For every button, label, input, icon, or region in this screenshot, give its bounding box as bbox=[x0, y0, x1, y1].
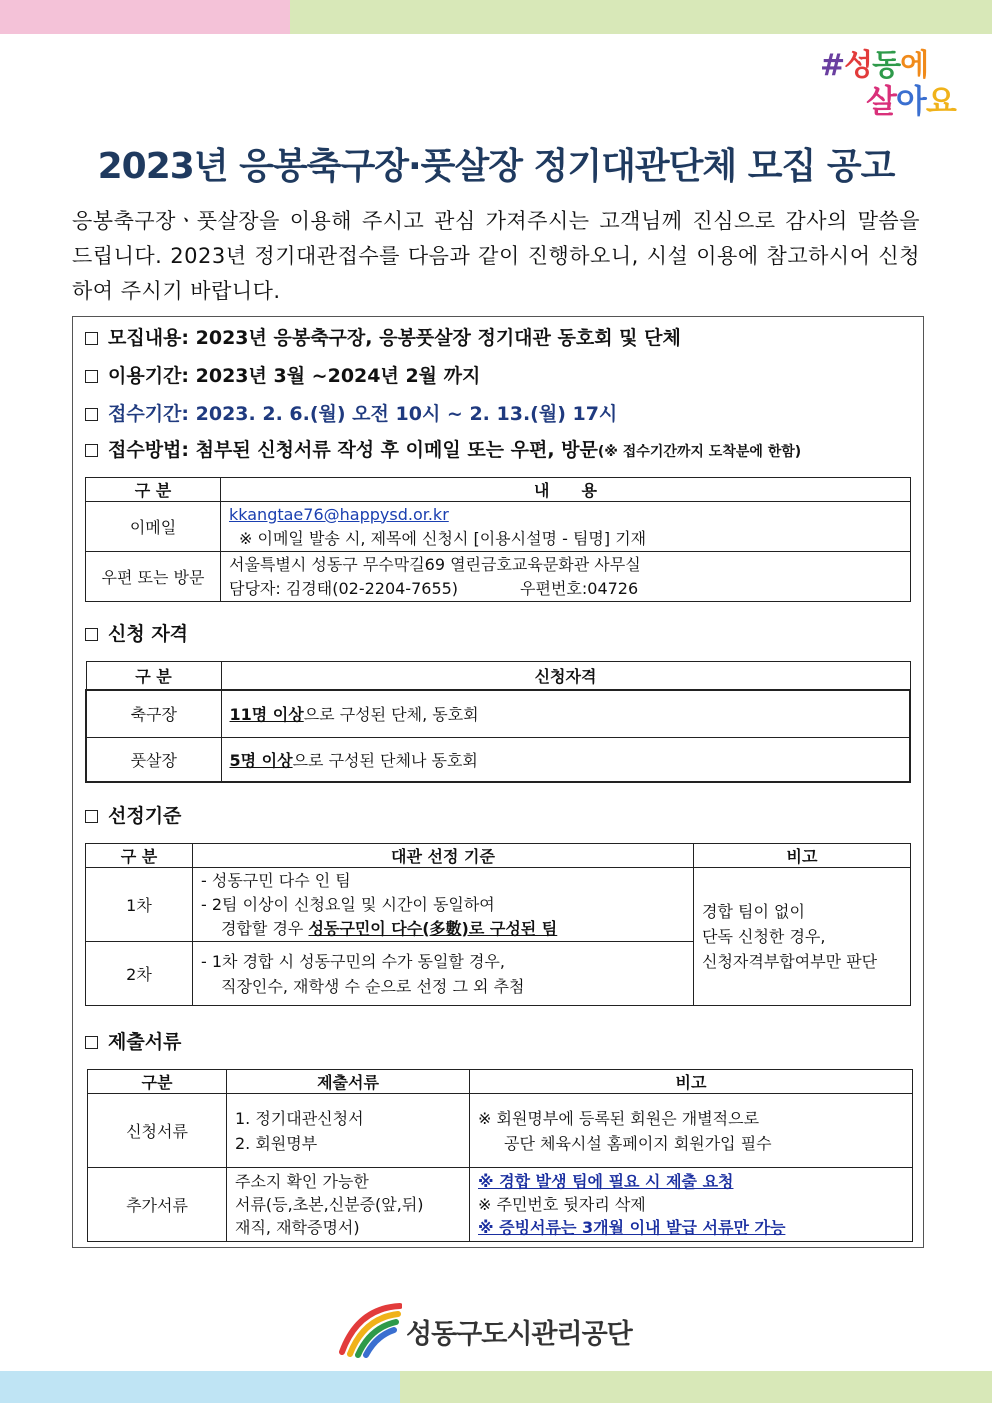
intro-paragraph: 응봉축구장ㆍ풋살장을 이용해 주시고 관심 가져주시는 고객님께 진심으로 감사의 말씀을 드립니다. 2023년 정기대관접수를 다음과 같이 진행하오니, 시설 이용에 참고하시어 신청하여 주시기 바랍니다. bbox=[72, 209, 920, 303]
method-table bbox=[85, 477, 911, 602]
document-note: ※ 회원명부에 등록된 회원은 개별적으로 bbox=[478, 1108, 760, 1128]
documents-header: 비고 bbox=[470, 1070, 913, 1094]
documents-header: 구분 bbox=[88, 1070, 227, 1094]
criteria-heading-text: 선정기준 bbox=[108, 805, 182, 827]
table-row bbox=[88, 1168, 913, 1242]
eligibility-emph: 11명 이상 bbox=[229, 705, 304, 725]
documents-heading-text: 제출서류 bbox=[108, 1031, 182, 1053]
criteria-emph: 성동구민이 다수(多數)로 구성된 팀 bbox=[308, 918, 558, 938]
table-row bbox=[86, 738, 910, 782]
visit-postcode: 우편번호:04726 bbox=[520, 578, 639, 598]
period-row bbox=[85, 361, 480, 388]
document-note: ※ 주민번호 뒷자리 삭제 bbox=[478, 1195, 646, 1214]
table-row bbox=[86, 690, 910, 738]
documents-heading bbox=[85, 1027, 181, 1054]
rainbow-logo-icon bbox=[338, 1300, 402, 1358]
visit-address: 서울특별시 성동구 무수막길69 열린금호교육문화관 사무실 bbox=[229, 554, 641, 574]
document-item: 주소지 확인 가능한 bbox=[235, 1172, 369, 1191]
method-value: 첨부된 신청서류 작성 후 이메일 또는 우편, 방문 bbox=[195, 439, 598, 461]
org-name: 성동구도시관리공단 bbox=[406, 1319, 632, 1350]
document-item: 2. 회원명부 bbox=[235, 1133, 318, 1153]
checkbox-icon bbox=[85, 810, 98, 823]
eligibility-heading bbox=[85, 619, 188, 646]
reception-row bbox=[85, 399, 617, 426]
checkbox-icon bbox=[85, 408, 98, 421]
footer-logo bbox=[338, 1300, 658, 1360]
documents-label: 신청서류 bbox=[88, 1094, 227, 1168]
eligibility-rest: 으로 구성된 단체나 동호회 bbox=[292, 750, 478, 770]
table-row bbox=[88, 1094, 913, 1168]
reception-value: 2023. 2. 6.(월) 오전 10시 ~ 2. 13.(월) 17시 bbox=[195, 403, 618, 425]
method-row bbox=[85, 435, 801, 462]
slogan-line2: 살아요 bbox=[866, 82, 956, 120]
eligibility-label: 축구장 bbox=[86, 690, 221, 738]
criteria-table bbox=[85, 843, 911, 1006]
criteria-note: 경합 팀이 없이 bbox=[702, 902, 805, 921]
method-label: 접수방법: bbox=[108, 439, 190, 461]
checkbox-icon bbox=[85, 628, 98, 641]
documents-table bbox=[87, 1069, 913, 1242]
email-label: 이메일 bbox=[86, 502, 221, 552]
criteria-note: 신청자격부합여부만 판단 bbox=[702, 952, 878, 971]
slogan-line1: #성동에 bbox=[820, 48, 929, 83]
page-title: 2023년 응봉축구장·풋살장 정기대관단체 모집 공고 bbox=[97, 146, 895, 187]
criteria-label: 2차 bbox=[86, 942, 193, 1006]
recruit-row bbox=[85, 323, 681, 350]
criteria-label: 1차 bbox=[86, 868, 193, 942]
criteria-header: 구 분 bbox=[86, 844, 193, 868]
criteria-line: - 1차 경합 시 성동구민의 수가 동일할 경우, bbox=[201, 951, 505, 971]
criteria-header: 대관 선정 기준 bbox=[193, 844, 694, 868]
period-value: 2023년 3월 ~2024년 2월 까지 bbox=[195, 365, 481, 387]
period-label: 이용기간: bbox=[108, 365, 190, 387]
method-note: (※ 접수기간까지 도착분에 한함) bbox=[597, 444, 802, 460]
document-item: 1. 정기대관신청서 bbox=[235, 1108, 364, 1128]
recruit-label: 모집내용: bbox=[108, 327, 190, 349]
documents-label: 추가서류 bbox=[88, 1168, 227, 1242]
document-note-emph: ※ 증빙서류는 3개월 이내 발급 서류만 가능 bbox=[478, 1218, 786, 1237]
criteria-note: 단독 신청한 경우, bbox=[702, 927, 826, 946]
table-row bbox=[86, 868, 911, 942]
checkbox-icon bbox=[85, 370, 98, 383]
email-link[interactable]: kkangtae76@happysd.or.kr bbox=[229, 504, 449, 524]
top-color-bar bbox=[0, 0, 992, 34]
eligibility-heading-text: 신청 자격 bbox=[108, 623, 189, 645]
checkbox-icon bbox=[85, 444, 98, 457]
document-item: 서류(등,초본,신분증(앞,뒤) bbox=[235, 1195, 424, 1214]
recruit-value: 2023년 응봉축구장, 응봉풋살장 정기대관 동호회 및 단체 bbox=[195, 327, 681, 349]
document-note-emph: ※ 경합 발생 팀에 필요 시 제출 요청 bbox=[478, 1172, 734, 1191]
document-note: 공단 체육시설 홈페이지 회원가입 필수 bbox=[504, 1133, 772, 1153]
checkbox-icon bbox=[85, 1036, 98, 1049]
email-note: ※ 이메일 발송 시, 제목에 신청시 [이용시설명 - 팀명] 기재 bbox=[239, 528, 647, 548]
eligibility-rest: 으로 구성된 단체, 동호회 bbox=[303, 705, 479, 725]
criteria-line: 직장인수, 재학생 수 순으로 선정 그 외 추첨 bbox=[221, 976, 525, 996]
eligibility-table bbox=[85, 661, 911, 783]
criteria-line: - 2팀 이상이 신청요일 및 시간이 동일하여 bbox=[201, 894, 495, 914]
criteria-line: - 성동구민 다수 인 팀 bbox=[201, 870, 351, 890]
criteria-header: 비고 bbox=[694, 844, 911, 868]
visit-contact: 담당자: 김경태(02-2204-7655) bbox=[229, 578, 459, 598]
eligibility-header: 신청자격 bbox=[221, 662, 910, 690]
document-item: 재직, 재학증명서) bbox=[235, 1218, 360, 1237]
method-table-header: 내 용 bbox=[221, 478, 911, 502]
visit-label: 우편 또는 방문 bbox=[86, 552, 221, 602]
eligibility-header: 구 분 bbox=[86, 662, 221, 690]
eligibility-label: 풋살장 bbox=[86, 738, 221, 782]
checkbox-icon bbox=[85, 332, 98, 345]
eligibility-emph: 5명 이상 bbox=[229, 750, 293, 770]
criteria-line: 경합할 경우 bbox=[221, 918, 309, 938]
criteria-heading bbox=[85, 801, 181, 828]
reception-label: 접수기간: bbox=[108, 403, 190, 425]
method-table-header: 구 분 bbox=[86, 478, 221, 502]
documents-header: 제출서류 bbox=[227, 1070, 470, 1094]
seongdong-slogan-logo bbox=[818, 38, 988, 118]
bottom-color-bar bbox=[0, 1371, 992, 1403]
announcement-box bbox=[72, 316, 924, 1248]
